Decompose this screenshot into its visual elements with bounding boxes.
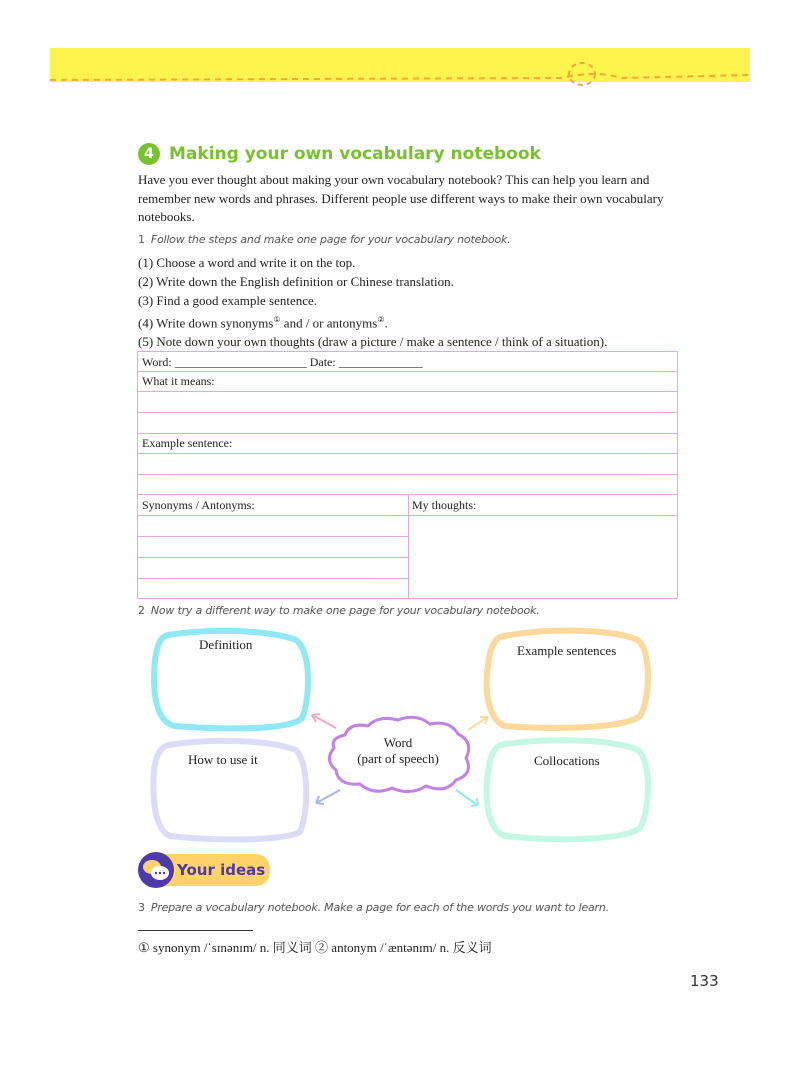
task3-instruction: 3 Prepare a vocabulary notebook. Make a page for each of the words you want to learn. [138,901,609,914]
speech-bubbles-icon [138,852,174,888]
task2-instruction: 2 Now try a different way to make one page for your vocabulary notebook. [138,604,540,617]
footnote: ① synonym /ˈsɪnənɪm/ n. 同义词 ② antonym /ˈæntənɪm/ n. 反义词 [138,940,492,955]
how-to-use-label: How to use it [188,752,258,767]
word-date-label: Word: ______________________ Date: ______________ [142,355,423,369]
task1-instruction: 1 Follow the steps and make one page for your vocabulary notebook. [138,233,511,246]
step-item: (5) Note down your own thoughts (draw a picture / make a sentence / think of a situation). [138,334,608,350]
arrow-to-collocations [456,790,476,804]
arrow-to-definition [314,716,336,728]
your-ideas-badge [138,852,270,888]
your-ideas-label: Your ideas [177,861,266,879]
step-item: (3) Find a good example sentence. [138,293,318,308]
section-heading: Making your own vocabulary notebook [169,144,541,164]
synonyms-antonyms-label: Synonyms / Antonyms: [142,498,255,512]
my-thoughts-label: My thoughts: [412,498,477,512]
meaning-label: What it means: [142,374,215,388]
example-sentence-label: Example sentence: [142,436,233,450]
intro-paragraph: Have you ever thought about making your own vocabulary notebook? This can help you learn and remember new words and phrases. Different people use different ways to make their own vocabulary notebooks. [138,172,664,224]
footnote-rule [138,930,253,931]
step-item: (4) Write down synonyms① and / or antonyms②. [138,315,388,331]
center-word-label: Word (part of speech) [357,735,439,766]
arrow-to-example [468,718,486,730]
footnote-ref-1: ① [273,315,281,324]
section-number-badge: 4 [138,143,160,165]
page-number: 133 [690,972,719,990]
definition-label: Definition [199,637,253,652]
collocations-label: Collocations [534,753,600,768]
step-item: (1) Choose a word and write it on the top. [138,255,356,270]
arrow-to-how-to-use [318,790,340,802]
example-sentences-label: Example sentences [517,643,617,658]
step-item: (2) Write down the English definition or Chinese translation. [138,274,454,289]
footnote-ref-2: ② [377,315,385,324]
